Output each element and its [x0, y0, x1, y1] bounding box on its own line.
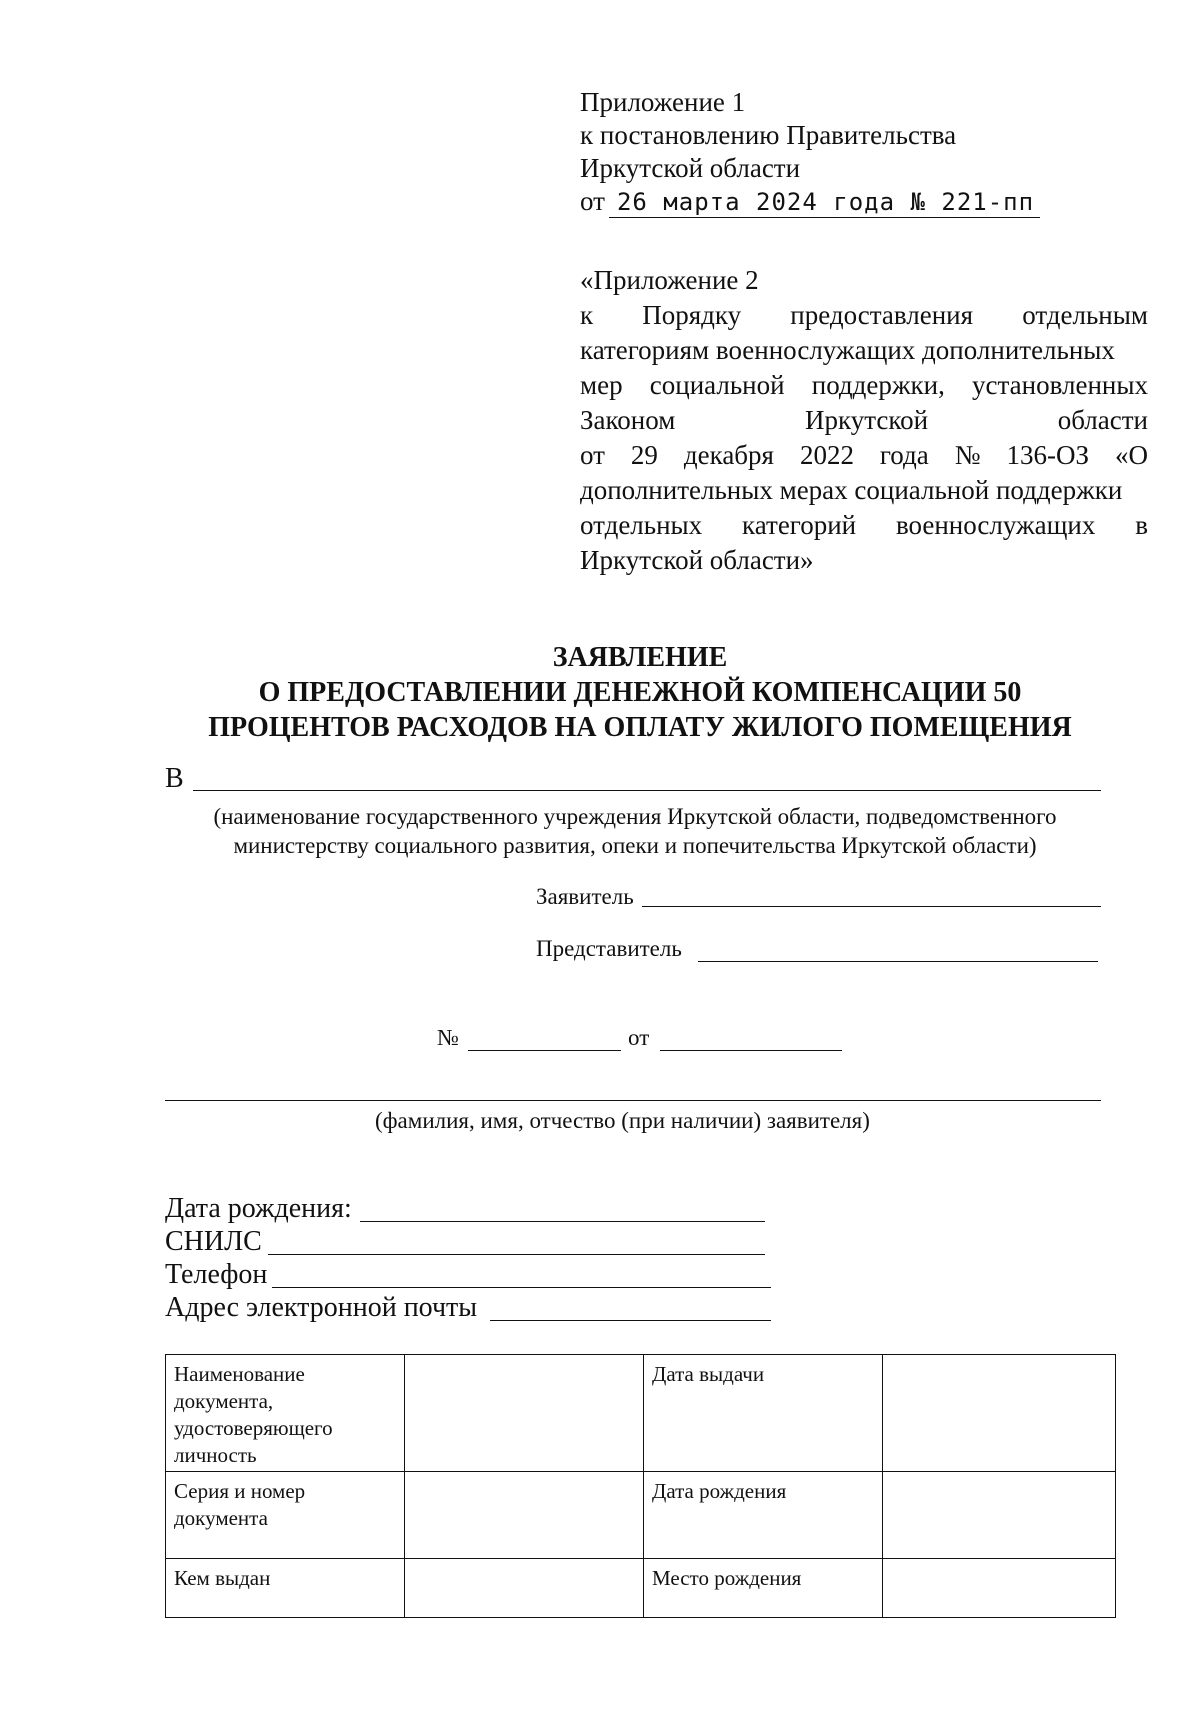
representative-label: Представитель [536, 936, 682, 961]
appendix2-word: к [580, 300, 594, 330]
appendix2-word: Порядку [642, 300, 742, 330]
issued-by-label: Кем выдан [166, 1559, 405, 1618]
birth-place-value[interactable] [883, 1559, 1116, 1618]
email-field[interactable] [490, 1320, 771, 1321]
issued-by-value[interactable] [405, 1559, 644, 1618]
appendix1-line: Приложение 1 [580, 87, 746, 117]
appendix2-word: от [580, 440, 605, 470]
title-line: ЗАЯВЛЕНИЕ [552, 642, 728, 673]
title-line: ПРОЦЕНТОВ РАСХОДОВ НА ОПЛАТУ ЖИЛОГО ПОМЕЩЕНИЯ [208, 712, 1072, 743]
snils-field[interactable] [268, 1254, 765, 1255]
appendix2-word: года [879, 440, 929, 470]
institution-prefix: В [165, 763, 184, 794]
appendix2-word: поддержки, [811, 370, 945, 400]
appendix2-word: в [1135, 510, 1148, 540]
applicant-field[interactable] [642, 906, 1101, 907]
table-row [166, 1472, 1116, 1559]
fio-field[interactable] [165, 1100, 1101, 1101]
personal-details [165, 1192, 477, 1324]
appendix2-line: Иркутской области» [580, 545, 814, 575]
doc-name-value[interactable] [405, 1355, 644, 1472]
appendix2-word: мер [580, 370, 623, 400]
appendix2-line [580, 298, 1148, 333]
appendix2-line [580, 508, 1148, 543]
table-birth-date-label: Дата рождения [644, 1472, 883, 1559]
birth-date-label: Дата рождения: [165, 1193, 352, 1224]
birth-place-label: Место рождения [644, 1559, 883, 1618]
institution-note [160, 802, 1110, 860]
appendix2-word: установленных [972, 370, 1148, 400]
phone-field[interactable] [272, 1287, 771, 1288]
appendix2-word: Иркутской [804, 405, 929, 435]
appendix2-word: № [954, 440, 981, 470]
number-field[interactable] [468, 1050, 621, 1051]
number-label: № [437, 1025, 459, 1050]
snils-label: СНИЛС [165, 1226, 262, 1257]
series-number-value[interactable] [405, 1472, 644, 1559]
appendix2-word: предоставления [790, 300, 974, 330]
appendix2-word: отдельным [1022, 300, 1148, 330]
representative-field[interactable] [698, 961, 1098, 962]
appendix1-line: к постановлению Правительства [580, 120, 957, 150]
table-row [166, 1559, 1116, 1618]
appendix2-header [580, 263, 1148, 578]
doc-name-label: Наименование документа, удостоверяющего личность [166, 1355, 405, 1472]
issue-date-label: Дата выдачи [644, 1355, 883, 1472]
appendix2-line [580, 403, 1148, 438]
appendix2-line: «Приложение 2 [580, 265, 759, 295]
appendix2-word: области [1057, 405, 1148, 435]
phone-label: Телефон [165, 1259, 268, 1290]
appendix1-date-row [580, 185, 1040, 218]
appendix2-word: военнослужащих [895, 510, 1096, 540]
email-label: Адрес электронной почты [165, 1292, 478, 1323]
fio-note: (фамилия, имя, отчество (при наличии) заявителя) [375, 1108, 870, 1133]
applicant-label: Заявитель [536, 884, 634, 909]
document-title [140, 640, 1140, 745]
appendix2-line: категориям военнослужащих дополнительных [580, 335, 1115, 365]
series-number-label: Серия и номер документа [166, 1472, 405, 1559]
appendix2-word: категорий [742, 510, 857, 540]
decree-reference: 26 марта 2024 года № 221-пп [609, 187, 1040, 218]
appendix2-line [580, 368, 1148, 403]
appendix2-line [580, 438, 1148, 473]
birth-date-field[interactable] [360, 1221, 765, 1222]
appendix2-word: отдельных [580, 510, 703, 540]
email-row [165, 1291, 477, 1324]
appendix1-header [580, 86, 1040, 218]
institution-note-line: (наименование государственного учреждения Иркутской области, подведомственного [213, 804, 1057, 829]
appendix2-line: дополнительных мерах социальной поддержки [580, 475, 1123, 505]
institution-field[interactable] [193, 790, 1101, 791]
appendix2-word: 2022 [799, 440, 854, 470]
from-label: от [628, 1025, 650, 1050]
table-birth-date-value[interactable] [883, 1472, 1116, 1559]
date-prefix: от [580, 186, 605, 216]
table-row [166, 1355, 1116, 1472]
appendix2-word: декабря [683, 440, 774, 470]
appendix2-word: Законом [580, 405, 676, 435]
appendix2-word: «О [1114, 440, 1148, 470]
appendix2-word: 136-ОЗ [1006, 440, 1089, 470]
appendix2-word: 29 [630, 440, 658, 470]
identity-document-table [165, 1354, 1116, 1618]
institution-note-line: министерству социального развития, опеки и попечительства Иркутской области) [233, 833, 1037, 858]
appendix2-word: социальной [649, 370, 785, 400]
from-date-field[interactable] [660, 1050, 842, 1051]
title-line: О ПРЕДОСТАВЛЕНИИ ДЕНЕЖНОЙ КОМПЕНСАЦИИ 50 [258, 677, 1022, 708]
appendix1-line: Иркутской области [580, 153, 801, 183]
issue-date-value[interactable] [883, 1355, 1116, 1472]
